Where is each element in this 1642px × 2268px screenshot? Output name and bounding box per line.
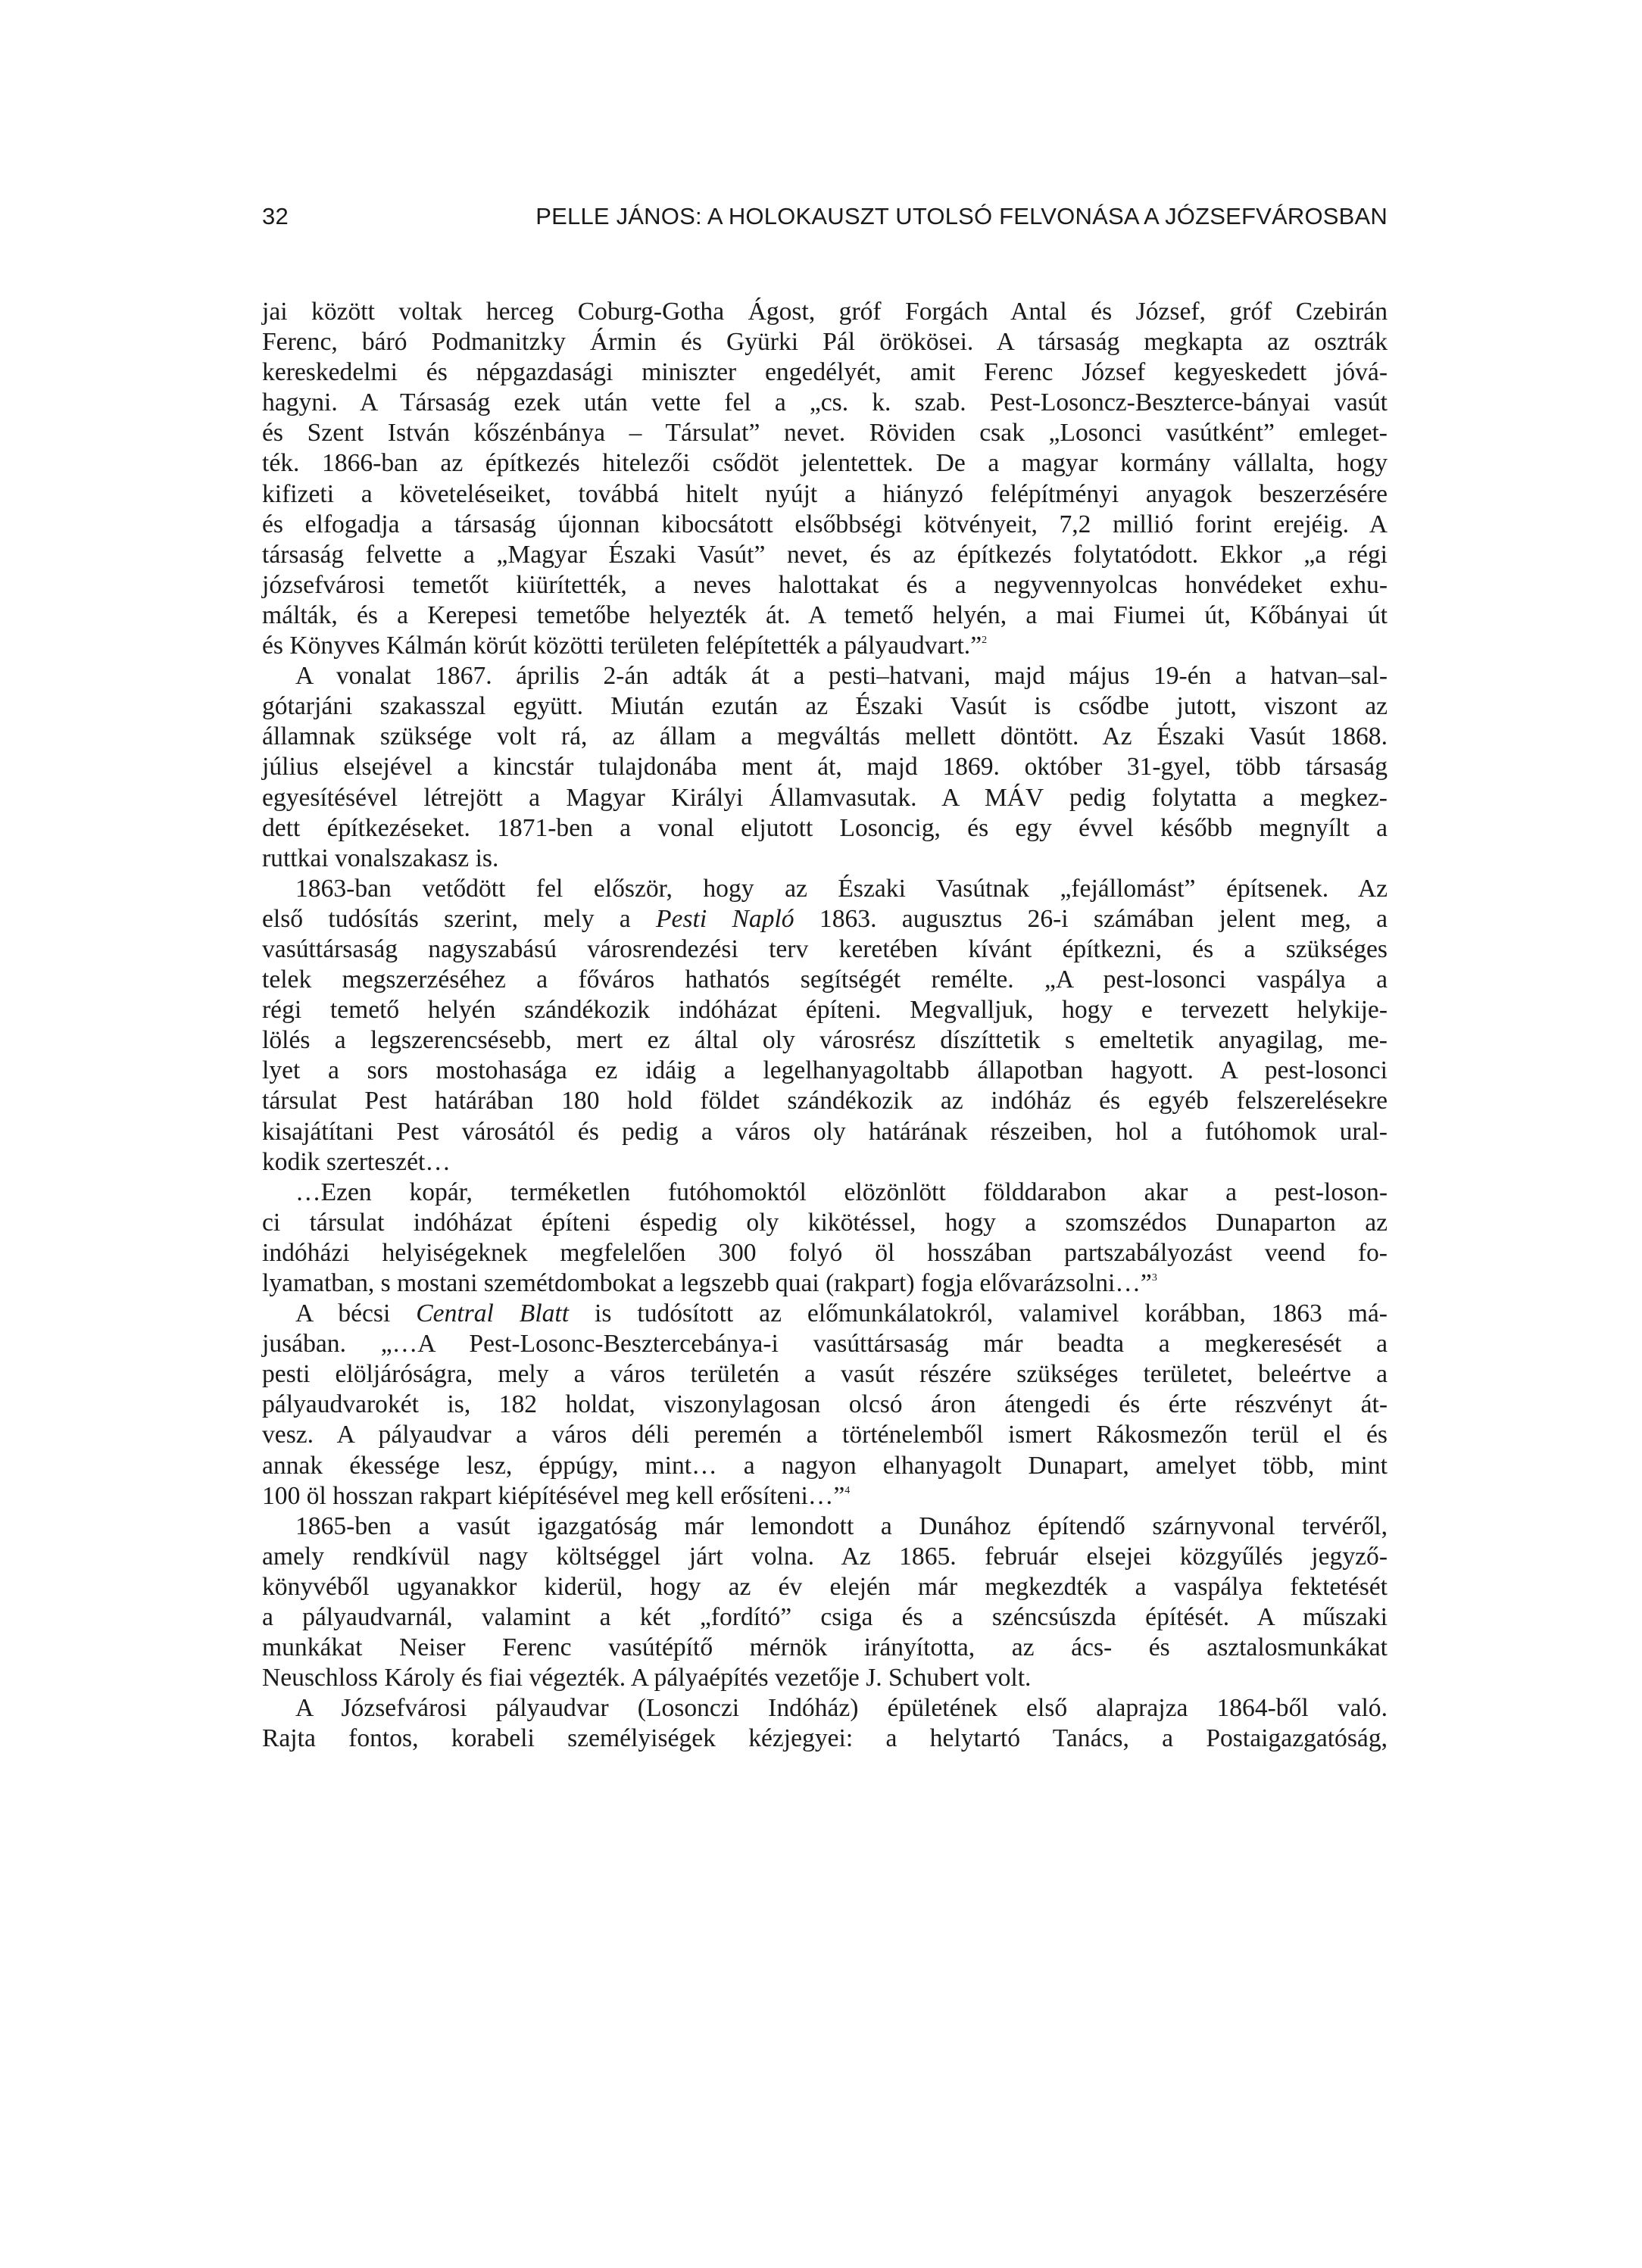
text-segment: 1863. augusztus 26-i számában jelent meg, a bbox=[794, 904, 1388, 933]
running-header bbox=[262, 203, 1388, 236]
text-line: amely rendkívül nagy költséggel járt volna. Az 1865. február elsejei közgyűlés jegyző- bbox=[262, 1542, 1388, 1571]
paragraph-3 bbox=[262, 874, 1388, 1178]
paragraph-6 bbox=[262, 1511, 1388, 1694]
paragraph-4 bbox=[262, 1178, 1388, 1299]
text-line: jai között voltak herceg Coburg-Gotha Ágost, gróf Forgách Antal és József, gróf Czebirán bbox=[262, 298, 1388, 326]
text-line: kereskedelmi és népgazdasági miniszter engedélyét, amit Ferenc József kegyeskedett jóvá- bbox=[262, 358, 1388, 387]
text-segment: lyamatban, s mostani szemétdombokat a legszebb quai (rakpart) fogja elővarázsolni…” bbox=[262, 1269, 1152, 1297]
text-line: lyet a sors mostohasága ez idáig a legelhanyagoltabb állapotban hagyott. A pest-losonci bbox=[262, 1056, 1388, 1085]
text-line: hagyni. A Társaság ezek után vette fel a „cs. k. szab. Pest-Losoncz-Beszterce-bányai vasút bbox=[262, 388, 1388, 417]
text-line: könyvéből ugyanakkor kiderül, hogy az év elején már megkezdték a vaspálya fektetését bbox=[262, 1572, 1388, 1601]
paragraph-1 bbox=[262, 297, 1388, 661]
paragraph-7 bbox=[262, 1693, 1388, 1754]
text-line: társulat Pest határában 180 hold földet szándékozik az indóház és egyéb felszerelésekre bbox=[262, 1087, 1388, 1115]
text-line: ruttkai vonalszakasz is. bbox=[262, 844, 499, 872]
text-line: A Józsefvárosi pályaudvar (Losonczi Indóház) épületének első alaprajza 1864-ből való. bbox=[295, 1694, 1388, 1723]
text-line: a pályaudvarnál, valamint a két „fordító” csiga és a széncsúszda építését. A műszaki bbox=[262, 1603, 1388, 1632]
text-line: Ferenc, báró Podmanitzky Ármin és Gyürki Pál örökösei. A társaság megkapta az osztrák bbox=[262, 328, 1388, 357]
text-line: gótarjáni szakasszal együtt. Miután ezután az Északi Vasút is csődbe jutott, viszont az bbox=[262, 692, 1388, 721]
text-line: és Szent István kőszénbánya – Társulat” nevet. Röviden csak „Losonci vasútként” emleget- bbox=[262, 419, 1388, 448]
text-line: munkákat Neiser Ferenc vasútépítő mérnök irányította, az ács- és asztalosmunkákat bbox=[262, 1633, 1388, 1662]
text-line: pesti elöljáróságra, mely a város területén a vasút részére szükséges területet, beleértve a bbox=[262, 1360, 1388, 1389]
footnote-marker: 4 bbox=[844, 1484, 851, 1496]
text-line: telek megszerzéséhez a főváros hathatós segítségét remélte. „A pest-losonci vaspálya a bbox=[262, 966, 1388, 994]
text-line: pályaudvarokét is, 182 holdat, viszonylagosan olcsó áron átengedi és érte részvényt át- bbox=[262, 1390, 1388, 1419]
text-line: annak ékessége lesz, éppúgy, mint… a nagyon elhanyagolt Dunapart, amelyet több, mint bbox=[262, 1451, 1388, 1480]
text-line: lölés a legszerencsésebb, mert ez által oly városrész díszíttetik s emeltetik anyagilag, me- bbox=[262, 1026, 1388, 1055]
text-segment: 100 öl hosszan rakpart kiépítésével meg kell erősíteni…” bbox=[262, 1481, 845, 1510]
footnote-marker: 2 bbox=[982, 635, 988, 647]
text-line: kisajátítani Pest városától és pedig a város oly határának részeiben, hol a futóhomok ural- bbox=[262, 1117, 1388, 1146]
text-line: július elsejével a kincstár tulajdonába ment át, majd 1869. október 31-gyel, több társaság bbox=[262, 753, 1388, 781]
text-line: Neuschloss Károly és fiai végezték. A pályaépítés vezetője J. Schubert volt. bbox=[262, 1664, 1032, 1692]
text-line bbox=[262, 1268, 1388, 1299]
text-line: dett építkezéseket. 1871-ben a vonal eljutott Losoncig, és egy évvel később megnyílt a bbox=[262, 813, 1388, 842]
text-line bbox=[262, 904, 1388, 934]
text-segment: első tudósítás szerint, mely a bbox=[262, 904, 657, 933]
text-line: málták, és a Kerepesi temetőbe helyezték át. A temető helyén, a mai Fiumei út, Kőbányai út bbox=[262, 601, 1388, 629]
text-line: A vonalat 1867. április 2-án adták át a pesti–hatvani, majd május 19-én a hatvan–sal- bbox=[295, 662, 1388, 691]
text-line: vasúttársaság nagyszabású városrendezési terv keretében kívánt építkezni, és a szükséges bbox=[262, 934, 1388, 963]
text-line: kifizeti a követeléseiket, továbbá hitelt nyújt a hiányzó felépítményi anyagok beszerzésére bbox=[262, 479, 1388, 508]
text-line: társaság felvette a „Magyar Északi Vasút” nevet, és az építkezés folytatódott. Ekkor „a régi bbox=[262, 540, 1388, 569]
text-line: 1865-ben a vasút igazgatóság már lemondott a Dunához építendő szárnyvonal tervéről, bbox=[295, 1511, 1388, 1540]
text-segment: és Könyves Kálmán körút közötti területen felépítették a pályaudvart.” bbox=[262, 632, 982, 660]
text-line: …Ezen kopár, terméketlen futóhomoktól elözönlött földdarabon akar a pest-loson- bbox=[295, 1178, 1388, 1206]
text-line: jusában. „…A Pest-Losonc-Besztercebánya-i vasúttársaság már beadta a megkeresését a bbox=[262, 1330, 1388, 1359]
text-line: kodik szerteszét… bbox=[262, 1147, 451, 1176]
text-line: Rajta fontos, korabeli személyiségek kézjegyei: a helytartó Tanács, a Postaigazgatóság, bbox=[262, 1724, 1388, 1753]
text-line bbox=[262, 1299, 1388, 1329]
newspaper-title: Central Blatt bbox=[416, 1299, 570, 1328]
text-line: vesz. A pályaudvar a város déli peremén a történelemből ismert Rákosmezőn terül el és bbox=[262, 1421, 1388, 1449]
text-line: régi temető helyén szándékozik indóházat építeni. Megvalljuk, hogy e tervezett helykije- bbox=[262, 996, 1388, 1025]
paragraph-5 bbox=[262, 1299, 1388, 1511]
text-line: indóházi helyiségeknek megfelelően 300 folyó öl hosszában partszabályozást veend fo- bbox=[262, 1238, 1388, 1267]
paragraph-2 bbox=[262, 661, 1388, 874]
text-segment: is tudósított az előmunkálatokról, valamivel korábban, 1863 má- bbox=[569, 1299, 1388, 1328]
text-line: államnak szüksége volt rá, az állam a megváltás mellett döntött. Az Északi Vasút 1868. bbox=[262, 722, 1388, 751]
text-line: egyesítésével létrejött a Magyar Királyi Államvasutak. A MÁV pedig folytatta a megkez- bbox=[262, 783, 1388, 812]
footnote-marker: 3 bbox=[1151, 1272, 1157, 1284]
text-line: józsefvárosi temetőt kiürítették, a neves halottakat és a negyvennyolcas honvédeket exhu- bbox=[262, 570, 1388, 599]
text-segment: A bécsi bbox=[295, 1299, 417, 1328]
text-line: 1863-ban vetődött fel először, hogy az Északi Vasútnak „fejállomást” építsenek. Az bbox=[295, 874, 1388, 903]
text-line: és elfogadja a társaság újonnan kibocsátott elsőbbségi kötvényeit, 7,2 millió forint erejéig. A bbox=[262, 510, 1388, 538]
text-line: ték. 1866-ban az építkezés hitelezői csődöt jelentettek. De a magyar kormány vállalta, hogy bbox=[262, 449, 1388, 478]
body-text bbox=[262, 297, 1388, 1755]
text-line bbox=[262, 631, 1388, 661]
running-title: PELLE JÁNOS: A HOLOKAUSZT UTOLSÓ FELVONÁSA A JÓZSEFVÁROSBAN bbox=[535, 203, 1388, 229]
text-line bbox=[262, 1481, 1388, 1511]
text-line: ci társulat indóházat építeni éspedig oly kikötéssel, hogy a szomszédos Dunaparton az bbox=[262, 1208, 1388, 1237]
page-number: 32 bbox=[262, 203, 289, 229]
newspaper-title: Pesti Napló bbox=[656, 904, 794, 933]
